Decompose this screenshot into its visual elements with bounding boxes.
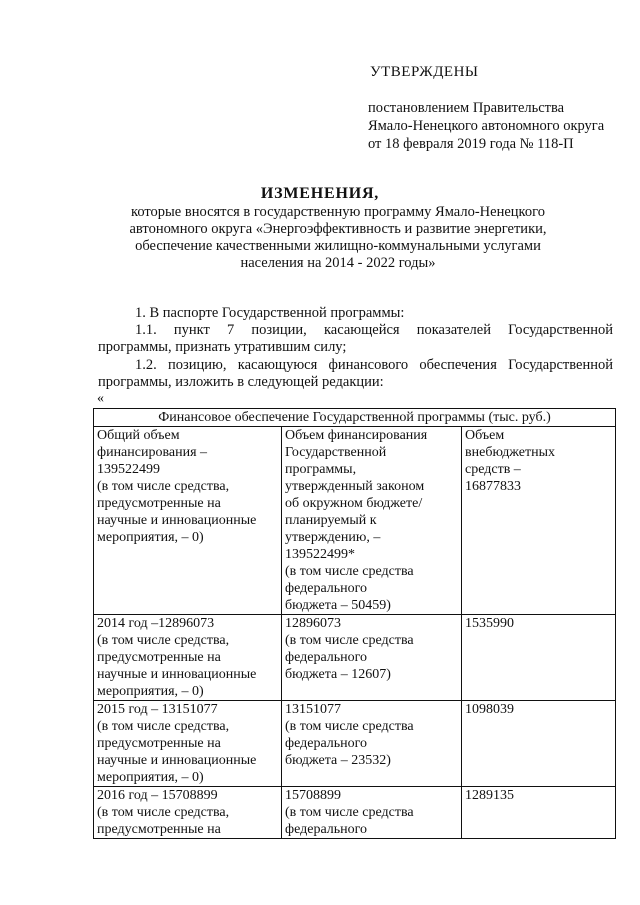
table-row (94, 427, 616, 615)
table-row (94, 615, 616, 701)
subtitle-line: которые вносятся в государственную программу Ямало-Ненецкого (131, 204, 545, 220)
approval-line: Ямало-Ненецкого автономного округа (368, 118, 605, 134)
subtitle-line: населения на 2014 - 2022 годы» (240, 255, 436, 271)
table-cell-total: Общий объем финансирования – 139522499 (в том числе средства, предусмотренные на научные и инновационные мероприятия, – 0) (94, 427, 282, 615)
table-cell-extrabudget: Объем внебюджетных средств – 16877833 (462, 427, 616, 615)
subtitle-line: обеспечение качественными жилищно-коммунальными услугами (135, 238, 541, 254)
approval-line: от 18 февраля 2019 года № 118-П (368, 136, 574, 152)
approval-details (368, 99, 604, 153)
subtitle-line: автономного округа «Энергоэффективность и развитие энергетики, (129, 221, 547, 237)
table-header-row (94, 409, 616, 427)
table-header: Финансовое обеспечение Государственной программы (тыс. руб.) (94, 409, 616, 427)
paragraph-1-2 (98, 357, 613, 391)
table-row (94, 787, 616, 839)
table-cell-extrabudget: 1289135 (462, 787, 616, 839)
table-cell-total: 2016 год – 15708899 (в том числе средства, предусмотренные на (94, 787, 282, 839)
paragraph-1: 1. В паспорте Государственной программы: (135, 305, 405, 321)
paragraph-line: программы, изложить в следующей редакции: (98, 374, 384, 390)
paragraph-1-1 (98, 322, 613, 356)
approval-line: постановлением Правительства (368, 100, 565, 116)
document-title: ИЗМЕНЕНИЯ, (260, 185, 380, 202)
document-subtitle (118, 204, 558, 272)
table-cell-budget: 12896073 (в том числе средства федерального бюджета – 12607) (282, 615, 462, 701)
approval-heading: УТВЕРЖДЕНЫ (370, 64, 479, 80)
financing-table (93, 408, 616, 839)
table-cell-budget: Объем финансирования Государственной программы, утвержденный законом об окружном бюджете/ планируемый к утверждению, – 139522499* (в том числе средства федерального бюджета – 50459) (282, 427, 462, 615)
opening-quote: « (97, 391, 104, 406)
table-cell-budget: 15708899 (в том числе средства федерального (282, 787, 462, 839)
table-cell-extrabudget: 1535990 (462, 615, 616, 701)
paragraph-line: программы, признать утратившим силу; (98, 339, 347, 355)
table-row (94, 701, 616, 787)
table-cell-total: 2014 год –12896073 (в том числе средства, предусмотренные на научные и инновационные мероприятия, – 0) (94, 615, 282, 701)
table-cell-extrabudget: 1098039 (462, 701, 616, 787)
paragraph-line: 1.2. позицию, касающуюся финансового обеспечения Государственной (135, 357, 613, 373)
table-cell-total: 2015 год – 13151077 (в том числе средства, предусмотренные на научные и инновационные мероприятия, – 0) (94, 701, 282, 787)
table-cell-budget: 13151077 (в том числе средства федерального бюджета – 23532) (282, 701, 462, 787)
paragraph-line: 1.1. пункт 7 позиции, касающейся показателей Государственной (135, 322, 613, 338)
